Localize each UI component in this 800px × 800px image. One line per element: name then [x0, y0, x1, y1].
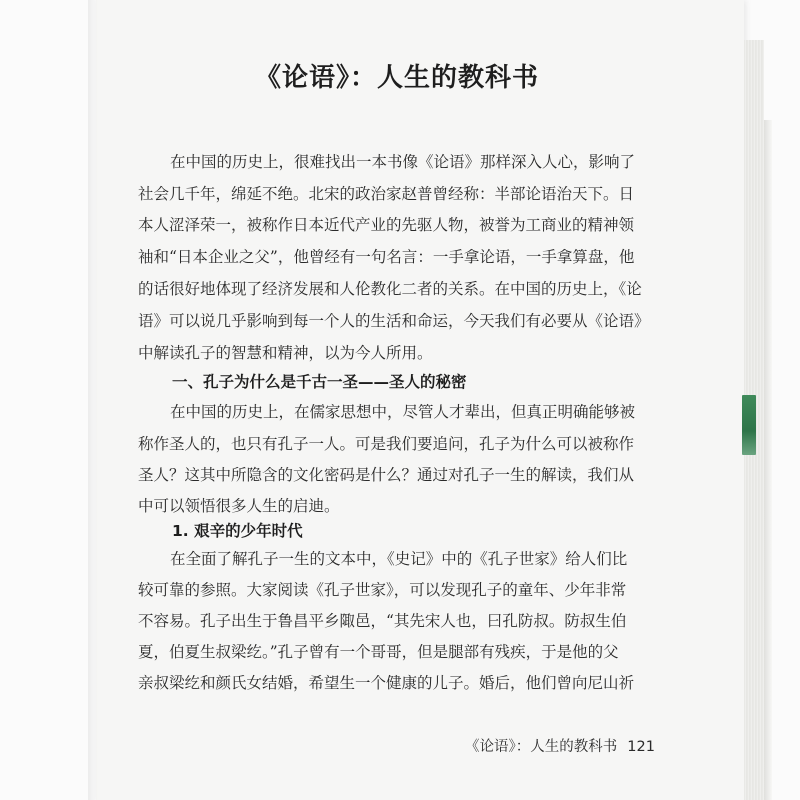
page-title: 《论语》：人生的教科书 — [255, 63, 540, 93]
page-edges-tail — [764, 120, 772, 800]
page-gutter-shadow — [88, 0, 98, 800]
green-bookmark — [742, 395, 756, 455]
text-line: 较可靠的参照。大家阅读《孔子世家》，可以发现孔子的童年、少年非常 — [138, 581, 627, 599]
text-line: 中可以领悟很多人生的启迪。 — [138, 497, 340, 515]
text-line: 在中国的历史上，在儒家思想中，尽管人才辈出，但真正明确能够被 — [170, 403, 636, 421]
text-line: 在中国的历史上，很难找出一本书像《论语》那样深入人心，影响了 — [170, 153, 636, 171]
section-heading: 一、孔子为什么是千古一圣——圣人的秘密 — [172, 373, 467, 391]
page-footer — [465, 735, 655, 756]
text-line: 袖和“日本企业之父”，他曾经有一句名言：一手拿论语，一手拿算盘，他 — [138, 248, 635, 266]
text-line: 中解读孔子的智慧和精神，以为今人所用。 — [138, 344, 433, 362]
text-line: 亲叔梁纥和颜氏女结婚，希望生一个健康的儿子。婚后，他们曾向尼山祈 — [138, 674, 635, 692]
text-line: 夏，伯夏生叔梁纥。”孔子曾有一个哥哥，但是腿部有残疾，于是他的父 — [138, 643, 619, 661]
text-line: 的话很好地体现了经济发展和人伦教化二者的关系。在中国的历史上，《论 — [138, 280, 642, 298]
page-number: 121 — [627, 739, 655, 755]
text-line: 不容易。孔子出生于鲁昌平乡陬邑，“其先宋人也，曰孔防叔。防叔生伯 — [138, 612, 627, 630]
text-line: 称作圣人的，也只有孔子一人。可是我们要追问，孔子为什么可以被称作 — [138, 435, 635, 453]
text-line: 社会几千年，绵延不绝。北宋的政治家赵普曾经称：半部论语治天下。日 — [138, 185, 635, 203]
text-line: 本人涩泽荣一，被称作日本近代产业的先驱人物，被誉为工商业的精神领 — [138, 216, 635, 234]
footer-title: 《论语》：人生的教科书 — [465, 739, 618, 755]
text-line: 圣人？这其中所隐含的文化密码是什么？通过对孔子一生的解读，我们从 — [138, 466, 635, 484]
text-line: 语》可以说几乎影响到每一个人的生活和命运，今天我们有必要从《论语》 — [138, 312, 650, 330]
sub-heading: 1. 艰辛的少年时代 — [172, 522, 303, 540]
text-line: 在全面了解孔子一生的文本中，《史记》中的《孔子世家》给人们比 — [170, 550, 628, 568]
